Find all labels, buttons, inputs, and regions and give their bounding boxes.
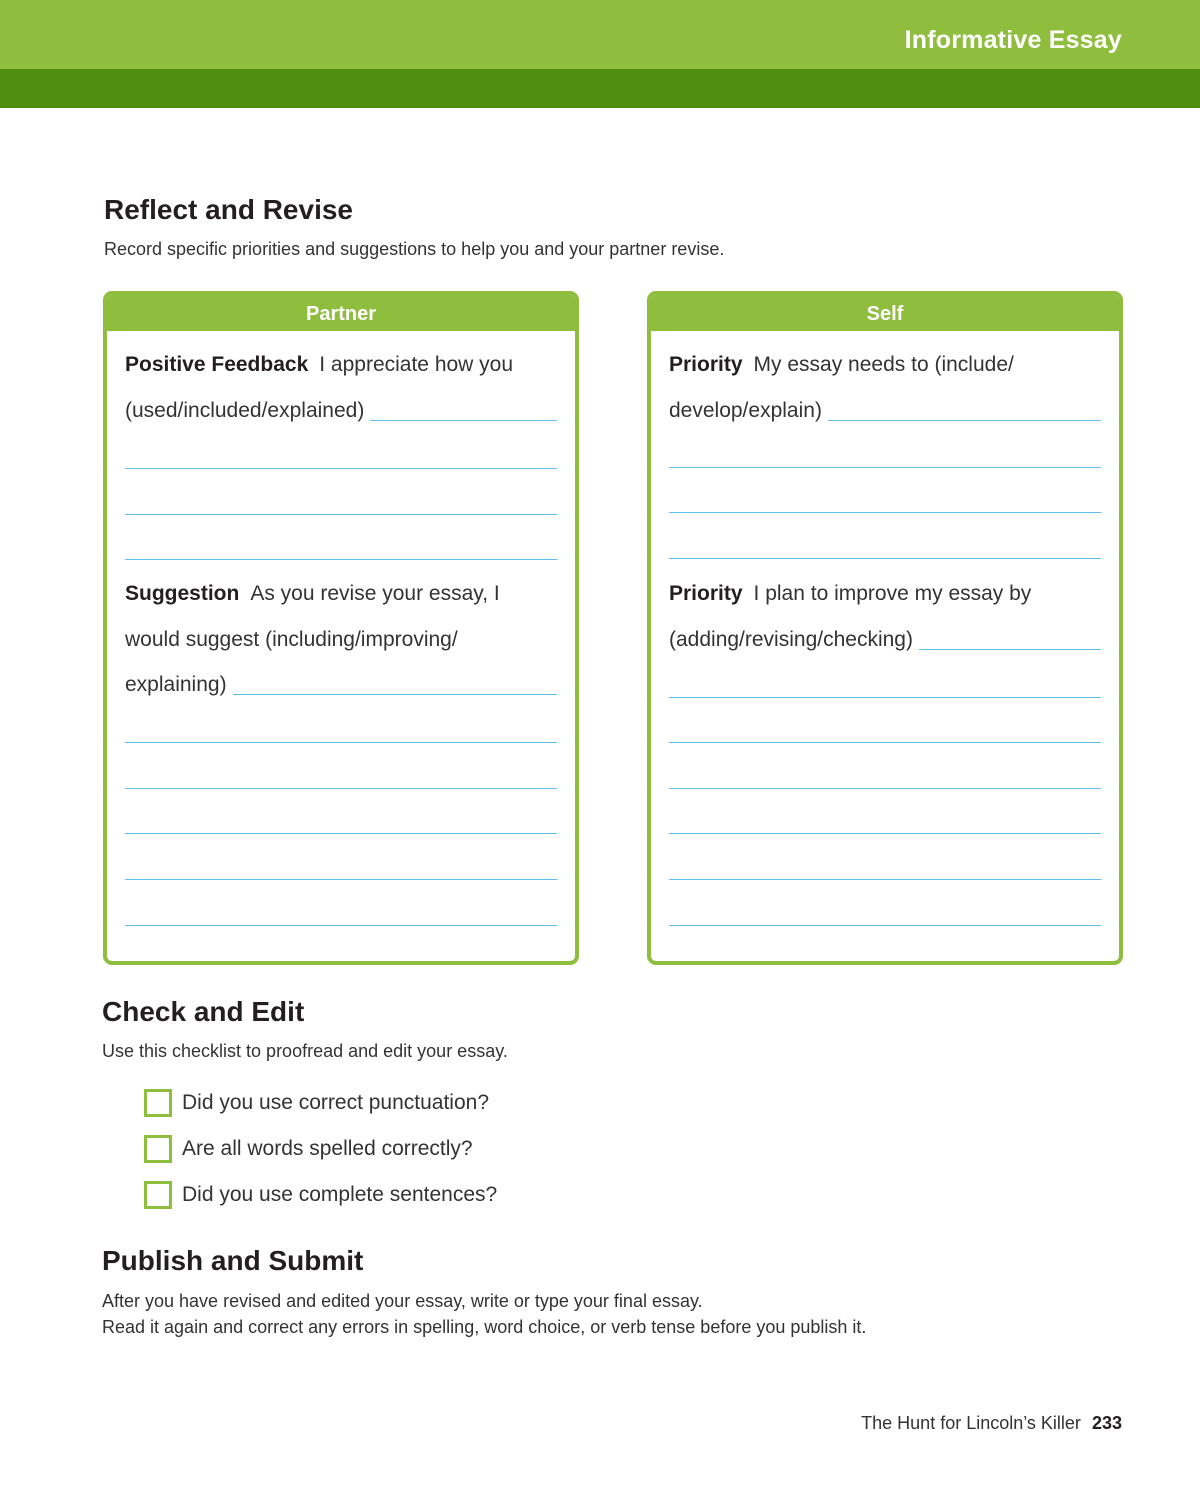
suggestion-write-line[interactable] bbox=[233, 693, 557, 695]
book-title: The Hunt for Lincoln’s Killer bbox=[861, 1413, 1081, 1433]
reflect-title: Reflect and Revise bbox=[104, 194, 353, 225]
priority2-prompt-line1 bbox=[669, 561, 1101, 606]
writing-line[interactable] bbox=[125, 514, 557, 515]
priority1-lead: Priority bbox=[669, 353, 743, 376]
suggestion-text3: explaining) bbox=[125, 673, 227, 696]
feedback-lead: Positive Feedback bbox=[125, 353, 309, 376]
writing-line[interactable] bbox=[125, 879, 557, 880]
priority1-write-line[interactable] bbox=[828, 419, 1101, 421]
writing-line[interactable] bbox=[669, 742, 1101, 743]
priority1-prompt-line2[interactable] bbox=[669, 378, 1101, 423]
writing-line[interactable] bbox=[669, 925, 1101, 926]
checklist-item[interactable] bbox=[144, 1134, 473, 1164]
writing-line[interactable] bbox=[669, 697, 1101, 698]
header-accent-band bbox=[0, 69, 1200, 108]
priority1-prompt-line1 bbox=[669, 332, 1101, 377]
priority2-prompt-line2[interactable] bbox=[669, 607, 1101, 652]
priority2-lead: Priority bbox=[669, 582, 743, 605]
partner-panel bbox=[103, 291, 579, 965]
feedback-prompt-line2[interactable] bbox=[125, 378, 557, 423]
feedback-text1: I appreciate how you bbox=[319, 353, 514, 376]
writing-line[interactable] bbox=[669, 467, 1101, 468]
checklist-item[interactable] bbox=[144, 1088, 489, 1118]
suggestion-text2: would suggest (including/improving/ bbox=[125, 628, 458, 651]
priority2-write-line[interactable] bbox=[919, 648, 1101, 650]
priority1-text1: My essay needs to (include/ bbox=[753, 353, 1014, 376]
suggestion-prompt-line1 bbox=[125, 561, 557, 606]
priority2-text2: (adding/revising/checking) bbox=[669, 628, 913, 651]
checklist-item[interactable] bbox=[144, 1180, 497, 1210]
header-title: Informative Essay bbox=[904, 26, 1122, 54]
writing-line[interactable] bbox=[125, 468, 557, 469]
writing-line[interactable] bbox=[125, 833, 557, 834]
page-number: 233 bbox=[1091, 1413, 1122, 1433]
partner-panel-heading: Partner bbox=[107, 295, 575, 331]
writing-line[interactable] bbox=[669, 558, 1101, 559]
reflect-description: Record specific priorities and suggestions to help you and your partner revise. bbox=[104, 239, 725, 259]
publish-title: Publish and Submit bbox=[102, 1245, 364, 1276]
checklist-item-label: Are all words spelled correctly? bbox=[182, 1137, 473, 1160]
checklist-item-label: Did you use correct punctuation? bbox=[182, 1091, 490, 1114]
self-panel-heading: Self bbox=[651, 295, 1119, 331]
priority2-text1: I plan to improve my essay by bbox=[753, 582, 1032, 605]
suggestion-text1: As you revise your essay, I bbox=[250, 582, 500, 605]
feedback-prompt-line1 bbox=[125, 332, 557, 377]
checkbox[interactable] bbox=[144, 1181, 172, 1209]
writing-line[interactable] bbox=[125, 559, 557, 560]
check-title: Check and Edit bbox=[102, 996, 305, 1027]
publish-line2: Read it again and correct any errors in spelling, word choice, or verb tense before you publish it. bbox=[102, 1317, 867, 1337]
writing-line[interactable] bbox=[669, 879, 1101, 880]
feedback-text2: (used/included/explained) bbox=[125, 399, 365, 422]
writing-line[interactable] bbox=[669, 833, 1101, 834]
checkbox[interactable] bbox=[144, 1089, 172, 1117]
checklist-item-label: Did you use complete sentences? bbox=[182, 1183, 498, 1206]
writing-line[interactable] bbox=[125, 925, 557, 926]
publish-line1: After you have revised and edited your essay, write or type your final essay. bbox=[102, 1291, 703, 1311]
self-panel bbox=[647, 291, 1123, 965]
feedback-write-line[interactable] bbox=[370, 419, 557, 421]
suggestion-prompt-line2 bbox=[125, 607, 557, 652]
check-description: Use this checklist to proofread and edit your essay. bbox=[102, 1041, 508, 1061]
page-footer bbox=[861, 1413, 1122, 1434]
writing-line[interactable] bbox=[669, 512, 1101, 513]
writing-line[interactable] bbox=[125, 742, 557, 743]
suggestion-lead: Suggestion bbox=[125, 582, 240, 605]
writing-line[interactable] bbox=[669, 788, 1101, 789]
priority1-text2: develop/explain) bbox=[669, 399, 822, 422]
suggestion-prompt-line3[interactable] bbox=[125, 652, 557, 697]
writing-line[interactable] bbox=[125, 788, 557, 789]
checkbox[interactable] bbox=[144, 1135, 172, 1163]
